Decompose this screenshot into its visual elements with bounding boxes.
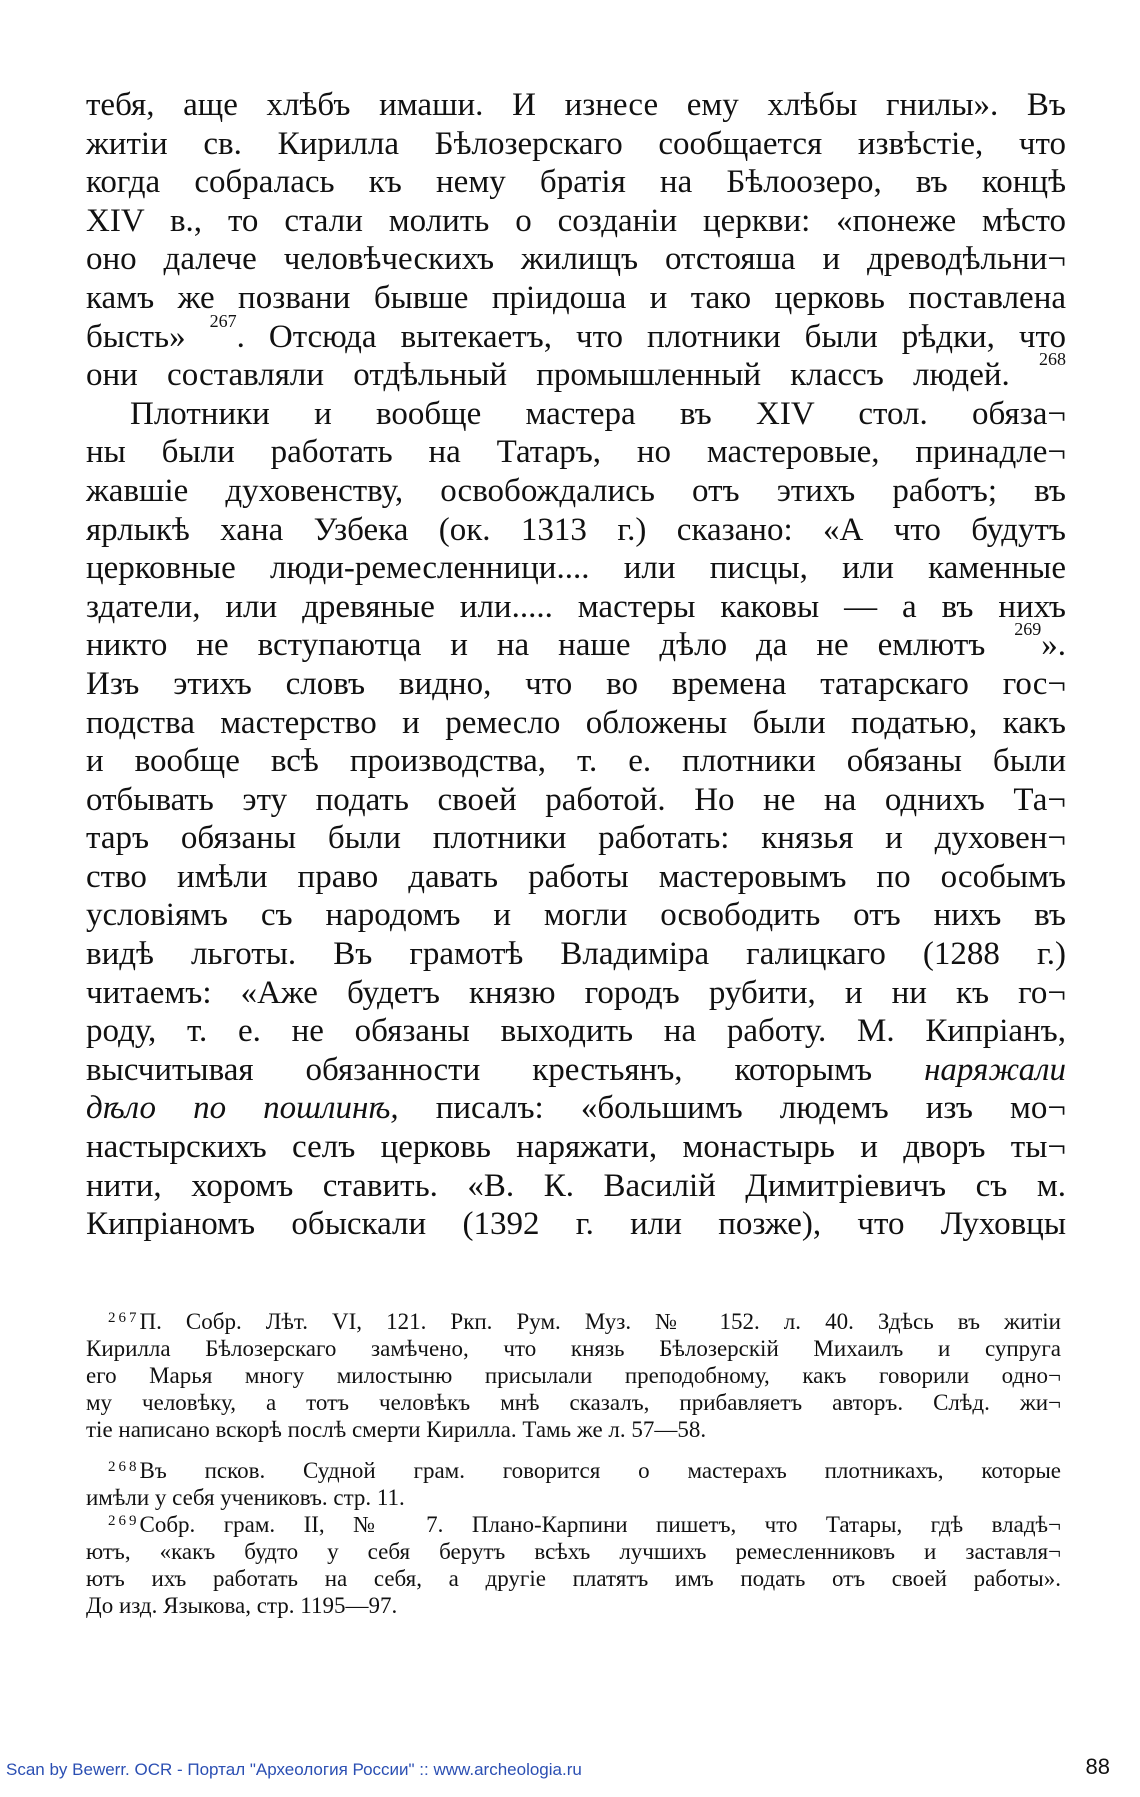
footnote-line <box>86 1362 1061 1389</box>
text-line <box>86 86 1066 125</box>
line-text: здатели, или древяные или..... мастеры каковы — а въ нихъ <box>86 588 1066 625</box>
footnote-text: имѣли у себя учениковъ. стр. 11. <box>86 1485 405 1510</box>
text-line <box>86 819 1066 858</box>
line-text: настырскихъ селъ церковь наряжати, монастырь и дворъ ты¬ <box>86 1129 1066 1166</box>
footnote-text: тіе написано вскорѣ послѣ смерти Кирилла. Тамь же л. 57—58. <box>86 1417 707 1442</box>
line-text: отбывать эту подать своей работой. Но не на однихъ Та¬ <box>86 781 1066 818</box>
line-text: Кипріаномъ обыскали (1392 г. или позже), что Луховцы <box>86 1206 1066 1243</box>
scan-credit-link[interactable]: Scan by Bewerr. OCR - Портал "Археология России" :: www.archeologia.ru <box>6 1760 582 1779</box>
text-line <box>86 202 1066 241</box>
text-line <box>86 472 1066 511</box>
footnote-line <box>86 1416 1061 1443</box>
text-line <box>86 310 1067 357</box>
text-line <box>86 125 1066 164</box>
text-line <box>86 1012 1066 1051</box>
text-line <box>86 935 1066 974</box>
text-line <box>86 974 1066 1013</box>
line-text: XIV в., то стали молить о созданіи церкви: «понеже мѣсто <box>86 202 1066 239</box>
footnote-line <box>86 1538 1061 1565</box>
text-line <box>86 1205 1066 1244</box>
text-line <box>86 395 1066 434</box>
line-text: таръ обязаны были плотники работать: князья и духовен¬ <box>86 820 1066 857</box>
line-text: ярлыкѣ хана Узбека (ок. 1313 г.) сказано: «А что будутъ <box>86 511 1066 548</box>
line-text: подства мастерство и ремесло обложены были податью, какъ <box>86 704 1066 741</box>
footnote-line <box>86 1389 1061 1416</box>
text-line <box>86 665 1066 704</box>
line-text: высчитывая обязанности крестьянъ, которымъ <box>86 1051 873 1088</box>
line-text: писалъ: «большимъ людемъ изъ мо¬ <box>435 1090 1067 1127</box>
line-text: когда собралась къ нему братія на Бѣлоозеро, въ концѣ <box>86 164 1066 201</box>
page-number: 88 <box>1085 1754 1110 1779</box>
line-text: Плотники и вообще мастера въ XIV стол. обяза¬ <box>130 395 1066 432</box>
line-text-after: . Отсюда вытекаетъ, что плотники были рѣдки, что <box>236 318 1067 355</box>
footnote-ref: 267 <box>209 310 237 331</box>
text-line <box>86 1051 1066 1090</box>
line-text: и вообще всѣ производства, т. е. плотники обязаны были <box>86 743 1066 780</box>
footnote-269 <box>86 1511 1061 1619</box>
line-text: оно далече человѣческихъ жилищъ отстояша и древодѣльни¬ <box>86 241 1066 278</box>
line-text-after: ». <box>1041 627 1066 664</box>
footnote-268 <box>86 1457 1061 1511</box>
footnote-ref: 269 <box>1014 619 1042 640</box>
italic-phrase: наряжали <box>924 1051 1066 1088</box>
footnote-ref: 268 <box>1039 349 1067 370</box>
text-line <box>86 781 1066 820</box>
line-text: тебя, аще хлѣбъ имаши. И изнесе ему хлѣбы гнилы». Въ <box>86 87 1066 123</box>
footnote-text: До изд. Языкова, стр. 1195—97. <box>86 1593 398 1618</box>
text-line <box>86 588 1066 627</box>
footnote-text: му человѣку, а тотъ человѣкъ мнѣ сказалъ, прибавляетъ авторъ. Слѣд. жи¬ <box>86 1390 1061 1415</box>
line-text: роду, т. е. не обязаны выходить на работу. М. Кипріанъ, <box>86 1013 1066 1050</box>
footnote-text: Въ псков. Судной грам. говорится о мастерахъ плотникахъ, которые <box>139 1458 1061 1483</box>
main-text <box>86 86 1066 1244</box>
footnote-line <box>86 1592 1061 1619</box>
line-text: нити, хоромъ ставить. «В. К. Василій Димитріевичъ съ м. <box>86 1167 1066 1204</box>
line-text: бысть» <box>86 318 186 355</box>
text-line <box>86 1089 1066 1128</box>
text-line <box>86 1167 1066 1206</box>
text-line <box>86 619 1066 665</box>
footnote-text: ютъ ихъ работать на себя, а другіе платятъ имъ подать отъ своей работы». <box>86 1566 1061 1591</box>
text-line <box>86 1128 1066 1167</box>
text-line <box>86 896 1066 935</box>
footnote-number: 269 <box>108 1513 140 1529</box>
text-line <box>86 511 1066 550</box>
line-text: житіи св. Кирилла Бѣлозерскаго сообщается извѣстіе, что <box>86 125 1066 162</box>
text-line <box>86 349 1067 395</box>
line-text: никто не вступаютца и на наше дѣло да не емлютъ <box>86 627 986 664</box>
text-line <box>86 549 1066 588</box>
italic-phrase: дѣло по пошлинѣ, <box>86 1090 399 1127</box>
footnote-text: Кирилла Бѣлозерскаго замѣчено, что князь Бѣлозерскій Михаилъ и супруга <box>86 1336 1061 1361</box>
line-text: церковные люди-ремесленници.... или писцы, или каменные <box>86 550 1066 587</box>
line-text: они составляли отдѣльный промышленный классъ людей. <box>86 357 1010 394</box>
line-text: ны были работать на Татаръ, но мастеровые, принадле¬ <box>86 434 1066 471</box>
footnote-text: Собр. грам. II, № 7. Плано-Карпини пишетъ, что Татары, гдѣ владѣ¬ <box>139 1512 1061 1537</box>
footnote-number: 268 <box>108 1459 140 1475</box>
footnote-number: 267 <box>108 1310 140 1326</box>
text-line <box>86 163 1066 202</box>
footnote-line <box>86 1511 1061 1538</box>
line-text: читаемъ: «Аже будетъ князю городъ рубити, и ни къ го¬ <box>86 974 1066 1011</box>
footnote-text: его Марья многу милостыню присылали преподобному, какъ говорили одно¬ <box>86 1363 1061 1388</box>
footnote-line <box>86 1457 1061 1484</box>
footnote-line <box>86 1335 1061 1362</box>
line-text: камъ же позвани бывше пріидоша и тако церковь поставлена <box>86 279 1066 316</box>
footnote-text: П. Собр. Лѣт. VI, 121. Ркп. Рум. Муз. № 152. л. 40. Здѣсь въ житіи <box>139 1309 1061 1334</box>
footnote-line <box>86 1565 1061 1592</box>
footnote-text: ютъ, «какъ будто у себя берутъ всѣхъ лучшихъ ремесленниковъ и заставля¬ <box>86 1539 1061 1564</box>
text-line <box>86 858 1066 897</box>
line-text: условіямъ съ народомъ и могли освободить отъ нихъ въ <box>86 897 1066 934</box>
footnote-line <box>86 1308 1061 1335</box>
text-line <box>86 433 1066 472</box>
line-text: Изъ этихъ словъ видно, что во времена татарскаго гос¬ <box>86 665 1066 702</box>
text-line <box>86 704 1066 743</box>
line-text: видѣ льготы. Въ грамотѣ Владиміра галицкаго (1288 г.) <box>86 936 1066 973</box>
line-text: ство имѣли право давать работы мастеровымъ по особымъ <box>86 858 1066 895</box>
footnote-line <box>86 1484 1061 1511</box>
footnote-267 <box>86 1308 1061 1443</box>
line-text: жавшіе духовенству, освобождались отъ этихъ работъ; въ <box>86 472 1066 509</box>
text-line <box>86 240 1066 279</box>
text-line <box>86 742 1066 781</box>
footnotes <box>86 1308 1061 1619</box>
